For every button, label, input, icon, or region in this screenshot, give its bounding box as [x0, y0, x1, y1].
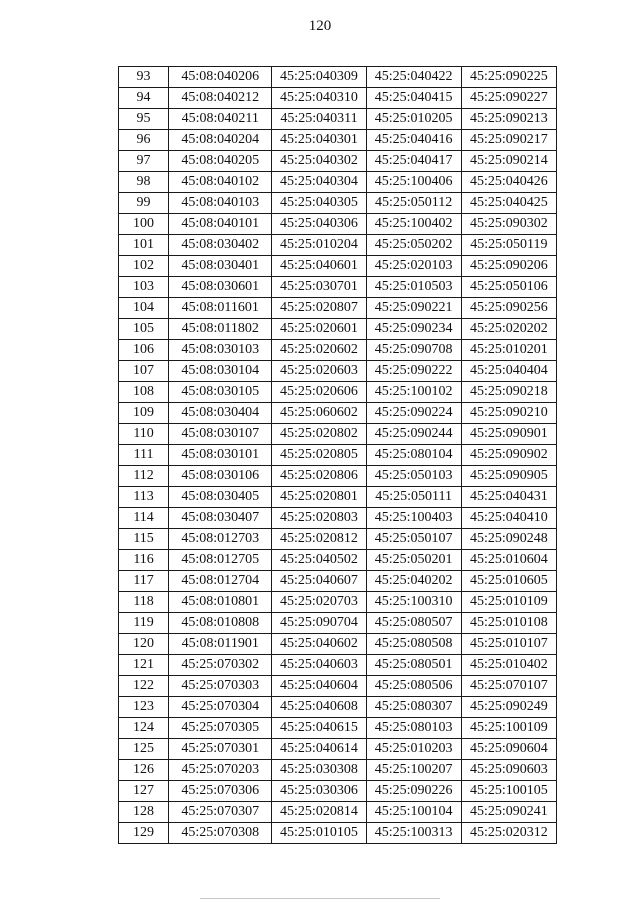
row-number-cell: 126	[119, 760, 169, 781]
row-number-cell: 112	[119, 466, 169, 487]
cadastral-number-cell: 45:25:010201	[461, 340, 556, 361]
table-row	[119, 340, 557, 361]
cadastral-number-cell: 45:25:090214	[461, 151, 556, 172]
row-number-cell: 108	[119, 382, 169, 403]
cadastral-number-cell: 45:25:050119	[461, 235, 556, 256]
cadastral-number-cell: 45:25:090218	[461, 382, 556, 403]
cadastral-number-cell: 45:25:050111	[366, 487, 461, 508]
cadastral-number-cell: 45:25:040304	[272, 172, 366, 193]
cadastral-number-cell: 45:08:030405	[169, 487, 272, 508]
row-number-cell: 115	[119, 529, 169, 550]
cadastral-number-cell: 45:08:030401	[169, 256, 272, 277]
row-number-cell: 107	[119, 361, 169, 382]
table-row	[119, 466, 557, 487]
cadastral-number-cell: 45:25:040302	[272, 151, 366, 172]
cadastral-number-cell: 45:25:040607	[272, 571, 366, 592]
table-row	[119, 67, 557, 88]
table-row	[119, 592, 557, 613]
cadastral-number-cell: 45:25:040422	[366, 67, 461, 88]
cadastral-number-cell: 45:25:040615	[272, 718, 366, 739]
table-row	[119, 361, 557, 382]
row-number-cell: 119	[119, 613, 169, 634]
cadastral-number-cell: 45:25:040416	[366, 130, 461, 151]
row-number-cell: 122	[119, 676, 169, 697]
table-row	[119, 739, 557, 760]
cadastral-number-cell: 45:25:020603	[272, 361, 366, 382]
row-number-cell: 128	[119, 802, 169, 823]
cadastral-number-cell: 45:25:040310	[272, 88, 366, 109]
table-row	[119, 109, 557, 130]
table-row	[119, 403, 557, 424]
cadastral-number-cell: 45:25:090604	[461, 739, 556, 760]
cadastral-number-cell: 45:25:100402	[366, 214, 461, 235]
row-number-cell: 117	[119, 571, 169, 592]
cadastral-number-cell: 45:25:070302	[169, 655, 272, 676]
cadastral-number-cell: 45:25:040425	[461, 193, 556, 214]
row-number-cell: 93	[119, 67, 169, 88]
cadastral-number-cell: 45:25:040604	[272, 676, 366, 697]
cadastral-number-cell: 45:25:090226	[366, 781, 461, 802]
cadastral-number-cell: 45:25:070303	[169, 676, 272, 697]
cadastral-number-cell: 45:25:090210	[461, 403, 556, 424]
row-number-cell: 114	[119, 508, 169, 529]
table-row	[119, 550, 557, 571]
cadastral-number-cell: 45:25:090234	[366, 319, 461, 340]
row-number-cell: 111	[119, 445, 169, 466]
cadastral-number-cell: 45:25:070308	[169, 823, 272, 844]
cadastral-number-cell: 45:25:020703	[272, 592, 366, 613]
cadastral-number-cell: 45:25:020602	[272, 340, 366, 361]
cadastral-number-cell: 45:25:080507	[366, 613, 461, 634]
cadastral-number-cell: 45:25:090901	[461, 424, 556, 445]
cadastral-number-cell: 45:08:010801	[169, 592, 272, 613]
row-number-cell: 96	[119, 130, 169, 151]
table-row	[119, 151, 557, 172]
cadastral-number-cell: 45:25:020202	[461, 319, 556, 340]
cadastral-number-cell: 45:25:040608	[272, 697, 366, 718]
table-row	[119, 571, 557, 592]
cadastral-number-cell: 45:25:090224	[366, 403, 461, 424]
cadastral-number-cell: 45:25:090221	[366, 298, 461, 319]
table-row	[119, 529, 557, 550]
cadastral-number-cell: 45:08:012705	[169, 550, 272, 571]
cadastral-number-cell: 45:08:030105	[169, 382, 272, 403]
cadastral-number-cell: 45:25:020814	[272, 802, 366, 823]
table-row	[119, 424, 557, 445]
row-number-cell: 125	[119, 739, 169, 760]
cadastral-number-cell: 45:25:090708	[366, 340, 461, 361]
cadastral-number-cell: 45:25:090704	[272, 613, 366, 634]
cadastral-number-cell: 45:25:080103	[366, 718, 461, 739]
cadastral-number-cell: 45:25:040202	[366, 571, 461, 592]
cadastral-number-cell: 45:08:030601	[169, 277, 272, 298]
row-number-cell: 104	[119, 298, 169, 319]
cadastral-number-cell: 45:25:040309	[272, 67, 366, 88]
cadastral-number-cell: 45:25:040311	[272, 109, 366, 130]
cadastral-number-cell: 45:25:090249	[461, 697, 556, 718]
cadastral-number-cell: 45:25:040404	[461, 361, 556, 382]
row-number-cell: 98	[119, 172, 169, 193]
cadastral-number-cell: 45:25:090225	[461, 67, 556, 88]
table-row	[119, 508, 557, 529]
cadastral-number-cell: 45:25:050112	[366, 193, 461, 214]
cadastral-number-cell: 45:25:090302	[461, 214, 556, 235]
table-row	[119, 193, 557, 214]
cadastral-number-cell: 45:25:090905	[461, 466, 556, 487]
cadastral-number-cell: 45:25:010109	[461, 592, 556, 613]
cadastral-number-cell: 45:25:080508	[366, 634, 461, 655]
cadastral-number-cell: 45:08:030106	[169, 466, 272, 487]
cadastral-number-cell: 45:25:090241	[461, 802, 556, 823]
table-body	[119, 67, 557, 844]
cadastral-number-cell: 45:08:012703	[169, 529, 272, 550]
cadastral-number-cell: 45:08:040204	[169, 130, 272, 151]
cadastral-number-cell: 45:25:090222	[366, 361, 461, 382]
cadastral-number-cell: 45:25:020606	[272, 382, 366, 403]
cadastral-number-cell: 45:25:090603	[461, 760, 556, 781]
cadastral-number-cell: 45:08:030404	[169, 403, 272, 424]
table-row	[119, 130, 557, 151]
row-number-cell: 95	[119, 109, 169, 130]
cadastral-number-cell: 45:25:040614	[272, 739, 366, 760]
table-row	[119, 697, 557, 718]
cadastral-number-cell: 45:25:090213	[461, 109, 556, 130]
cadastral-number-cell: 45:08:040211	[169, 109, 272, 130]
cadastral-numbers-table	[118, 66, 557, 844]
cadastral-number-cell: 45:08:030107	[169, 424, 272, 445]
row-number-cell: 124	[119, 718, 169, 739]
cadastral-number-cell: 45:25:020802	[272, 424, 366, 445]
cadastral-number-cell: 45:25:050201	[366, 550, 461, 571]
cadastral-number-cell: 45:08:030402	[169, 235, 272, 256]
cadastral-number-cell: 45:25:010205	[366, 109, 461, 130]
row-number-cell: 123	[119, 697, 169, 718]
row-number-cell: 102	[119, 256, 169, 277]
row-number-cell: 105	[119, 319, 169, 340]
table-row	[119, 613, 557, 634]
cadastral-number-cell: 45:25:020805	[272, 445, 366, 466]
scan-artifact-line	[200, 898, 440, 899]
table-row	[119, 634, 557, 655]
cadastral-number-cell: 45:25:040417	[366, 151, 461, 172]
cadastral-number-cell: 45:25:040415	[366, 88, 461, 109]
cadastral-number-cell: 45:25:010105	[272, 823, 366, 844]
cadastral-number-cell: 45:25:100406	[366, 172, 461, 193]
cadastral-number-cell: 45:25:020801	[272, 487, 366, 508]
cadastral-number-cell: 45:25:100403	[366, 508, 461, 529]
cadastral-number-cell: 45:25:050202	[366, 235, 461, 256]
table-row	[119, 445, 557, 466]
cadastral-number-cell: 45:08:040212	[169, 88, 272, 109]
cadastral-number-cell: 45:25:010605	[461, 571, 556, 592]
cadastral-number-cell: 45:25:030306	[272, 781, 366, 802]
cadastral-number-cell: 45:25:100105	[461, 781, 556, 802]
cadastral-number-cell: 45:25:040426	[461, 172, 556, 193]
cadastral-number-cell: 45:25:010203	[366, 739, 461, 760]
cadastral-number-cell: 45:25:050103	[366, 466, 461, 487]
cadastral-number-cell: 45:08:040101	[169, 214, 272, 235]
table-row	[119, 802, 557, 823]
row-number-cell: 101	[119, 235, 169, 256]
cadastral-number-cell: 45:08:011601	[169, 298, 272, 319]
cadastral-number-cell: 45:25:020803	[272, 508, 366, 529]
cadastral-number-cell: 45:25:090248	[461, 529, 556, 550]
cadastral-number-cell: 45:25:080104	[366, 445, 461, 466]
row-number-cell: 106	[119, 340, 169, 361]
cadastral-number-cell: 45:25:010503	[366, 277, 461, 298]
table-row	[119, 298, 557, 319]
cadastral-number-cell: 45:25:040305	[272, 193, 366, 214]
table-row	[119, 256, 557, 277]
cadastral-number-cell: 45:25:010204	[272, 235, 366, 256]
cadastral-number-cell: 45:08:040205	[169, 151, 272, 172]
cadastral-number-cell: 45:25:010107	[461, 634, 556, 655]
row-number-cell: 116	[119, 550, 169, 571]
cadastral-number-cell: 45:25:090227	[461, 88, 556, 109]
cadastral-number-cell: 45:08:040102	[169, 172, 272, 193]
cadastral-number-cell: 45:25:020103	[366, 256, 461, 277]
row-number-cell: 127	[119, 781, 169, 802]
cadastral-number-cell: 45:25:010402	[461, 655, 556, 676]
table-row	[119, 172, 557, 193]
page-number: 120	[308, 18, 332, 34]
cadastral-number-cell: 45:25:020601	[272, 319, 366, 340]
row-number-cell: 113	[119, 487, 169, 508]
row-number-cell: 121	[119, 655, 169, 676]
cadastral-number-cell: 45:25:070307	[169, 802, 272, 823]
cadastral-number-cell: 45:25:040410	[461, 508, 556, 529]
cadastral-number-cell: 45:25:100207	[366, 760, 461, 781]
cadastral-number-cell: 45:25:080307	[366, 697, 461, 718]
cadastral-number-cell: 45:25:020806	[272, 466, 366, 487]
cadastral-number-cell: 45:25:030701	[272, 277, 366, 298]
table-row	[119, 781, 557, 802]
cadastral-number-cell: 45:25:080501	[366, 655, 461, 676]
table-row	[119, 487, 557, 508]
cadastral-number-cell: 45:25:020312	[461, 823, 556, 844]
table-row	[119, 88, 557, 109]
table-row	[119, 718, 557, 739]
row-number-cell: 118	[119, 592, 169, 613]
cadastral-number-cell: 45:25:020807	[272, 298, 366, 319]
row-number-cell: 100	[119, 214, 169, 235]
cadastral-number-cell: 45:08:012704	[169, 571, 272, 592]
cadastral-number-cell: 45:25:010604	[461, 550, 556, 571]
cadastral-number-cell: 45:25:010108	[461, 613, 556, 634]
table-row	[119, 382, 557, 403]
cadastral-number-cell: 45:25:090217	[461, 130, 556, 151]
row-number-cell: 97	[119, 151, 169, 172]
cadastral-number-cell: 45:25:070107	[461, 676, 556, 697]
cadastral-number-cell: 45:08:040103	[169, 193, 272, 214]
table-row	[119, 676, 557, 697]
cadastral-number-cell: 45:25:050107	[366, 529, 461, 550]
cadastral-number-cell: 45:08:040206	[169, 67, 272, 88]
cadastral-number-cell: 45:25:050106	[461, 277, 556, 298]
cadastral-number-cell: 45:08:030103	[169, 340, 272, 361]
cadastral-number-cell: 45:25:020812	[272, 529, 366, 550]
cadastral-number-cell: 45:25:100102	[366, 382, 461, 403]
cadastral-number-cell: 45:25:080506	[366, 676, 461, 697]
cadastral-number-cell: 45:25:040602	[272, 634, 366, 655]
cadastral-number-cell: 45:08:011901	[169, 634, 272, 655]
cadastral-number-cell: 45:25:040502	[272, 550, 366, 571]
row-number-cell: 99	[119, 193, 169, 214]
cadastral-number-cell: 45:08:010808	[169, 613, 272, 634]
cadastral-number-cell: 45:25:040301	[272, 130, 366, 151]
table-row	[119, 235, 557, 256]
row-number-cell: 120	[119, 634, 169, 655]
cadastral-number-cell: 45:08:030104	[169, 361, 272, 382]
cadastral-number-cell: 45:25:090244	[366, 424, 461, 445]
cadastral-number-cell: 45:08:011802	[169, 319, 272, 340]
cadastral-number-cell: 45:25:070305	[169, 718, 272, 739]
cadastral-number-cell: 45:25:030308	[272, 760, 366, 781]
cadastral-number-cell: 45:25:100109	[461, 718, 556, 739]
cadastral-number-cell: 45:25:100313	[366, 823, 461, 844]
table-row	[119, 760, 557, 781]
cadastral-number-cell: 45:25:090206	[461, 256, 556, 277]
cadastral-number-cell: 45:25:060602	[272, 403, 366, 424]
cadastral-number-cell: 45:08:030407	[169, 508, 272, 529]
cadastral-number-cell: 45:25:090256	[461, 298, 556, 319]
cadastral-number-cell: 45:25:100310	[366, 592, 461, 613]
cadastral-number-cell: 45:25:070306	[169, 781, 272, 802]
table-row	[119, 319, 557, 340]
row-number-cell: 94	[119, 88, 169, 109]
cadastral-number-cell: 45:08:030101	[169, 445, 272, 466]
cadastral-number-cell: 45:25:040603	[272, 655, 366, 676]
cadastral-number-cell: 45:25:090902	[461, 445, 556, 466]
row-number-cell: 103	[119, 277, 169, 298]
table-row	[119, 655, 557, 676]
table-row	[119, 823, 557, 844]
cadastral-number-cell: 45:25:070304	[169, 697, 272, 718]
table-row	[119, 277, 557, 298]
table-row	[119, 214, 557, 235]
cadastral-number-cell: 45:25:040431	[461, 487, 556, 508]
cadastral-number-cell: 45:25:100104	[366, 802, 461, 823]
row-number-cell: 129	[119, 823, 169, 844]
row-number-cell: 109	[119, 403, 169, 424]
row-number-cell: 110	[119, 424, 169, 445]
cadastral-number-cell: 45:25:070203	[169, 760, 272, 781]
cadastral-number-cell: 45:25:040601	[272, 256, 366, 277]
cadastral-number-cell: 45:25:040306	[272, 214, 366, 235]
cadastral-number-cell: 45:25:070301	[169, 739, 272, 760]
